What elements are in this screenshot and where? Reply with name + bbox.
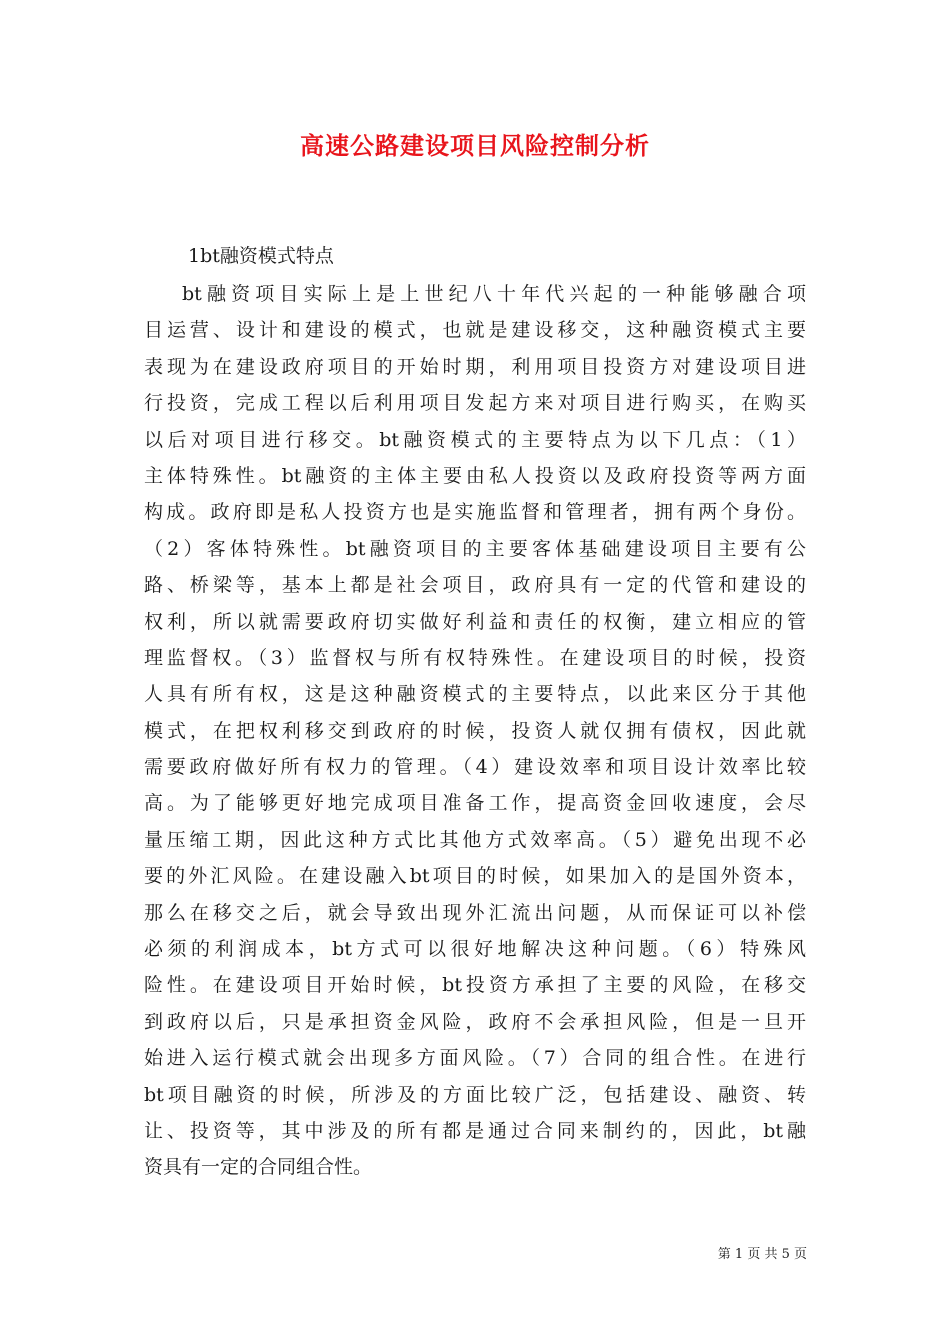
paragraph-line: 必须的利润成本，bt方式可以很好地解决这种问题。（6）特殊风 xyxy=(144,938,806,961)
paragraph-line: 构成。政府即是私人投资方也是实施监督和管理者，拥有两个身份。 xyxy=(144,501,806,524)
paragraph-line: 模式，在把权利移交到政府的时候，投资人就仅拥有债权，因此就 xyxy=(144,719,806,742)
paragraph-line: 理监督权。（3）监督权与所有权特殊性。在建设项目的时候，投资 xyxy=(144,646,806,669)
page-number: 第 1 页 共 5 页 xyxy=(717,1247,807,1262)
paragraph-line: 资具有一定的合同组合性。 xyxy=(144,1156,373,1179)
paragraph-line: 让、投资等，其中涉及的所有都是通过合同来制约的，因此，bt融 xyxy=(144,1119,806,1142)
paragraph-line: 需要政府做好所有权力的管理。（4）建设效率和项目设计效率比较 xyxy=(144,756,806,779)
body-paragraph xyxy=(144,276,806,1186)
paragraph-line: 到政府以后，只是承担资金风险，政府不会承担风险，但是一旦开 xyxy=(144,1010,806,1033)
paragraph-line: 行投资，完成工程以后利用项目发起方来对项目进行购买，在购买 xyxy=(144,392,806,415)
paragraph-line: bt融资项目实际上是上世纪八十年代兴起的一种能够融合项 xyxy=(182,283,806,305)
document-title: 高速公路建设项目风险控制分析 xyxy=(300,131,650,160)
paragraph-line: 表现为在建设政府项目的开始时期，利用项目投资方对建设项目进 xyxy=(144,355,806,378)
paragraph-line: 人具有所有权，这是这种融资模式的主要特点，以此来区分于其他 xyxy=(144,683,806,706)
paragraph-line: 目运营、设计和建设的模式，也就是建设移交，这种融资模式主要 xyxy=(144,319,806,342)
paragraph-line: 主体特殊性。bt融资的主体主要由私人投资以及政府投资等两方面 xyxy=(144,464,806,487)
paragraph-line: 那么在移交之后，就会导致出现外汇流出问题，从而保证可以补偿 xyxy=(144,901,806,924)
section-heading: 1bt融资模式特点 xyxy=(188,245,334,267)
paragraph-line: 权利，所以就需要政府切实做好利益和责任的权衡，建立相应的管 xyxy=(144,610,806,633)
paragraph-line: 始进入运行模式就会出现多方面风险。（7）合同的组合性。在进行 xyxy=(144,1047,806,1070)
paragraph-line: 险性。在建设项目开始时候，bt投资方承担了主要的风险，在移交 xyxy=(144,974,806,997)
paragraph-line: 要的外汇风险。在建设融入bt项目的时候，如果加入的是国外资本， xyxy=(144,865,806,888)
paragraph-line: 量压缩工期，因此这种方式比其他方式效率高。（5）避免出现不必 xyxy=(144,828,806,851)
paragraph-line: （2）客体特殊性。bt融资项目的主要客体基础建设项目主要有公 xyxy=(144,537,806,560)
paragraph-line: bt项目融资的时候，所涉及的方面比较广泛，包括建设、融资、转 xyxy=(144,1083,806,1106)
paragraph-line: 高。为了能够更好地完成项目准备工作，提高资金回收速度，会尽 xyxy=(144,792,806,815)
paragraph-line: 以后对项目进行移交。bt融资模式的主要特点为以下几点：（1） xyxy=(144,428,806,451)
paragraph-line: 路、桥梁等，基本上都是社会项目，政府具有一定的代管和建设的 xyxy=(144,574,806,597)
